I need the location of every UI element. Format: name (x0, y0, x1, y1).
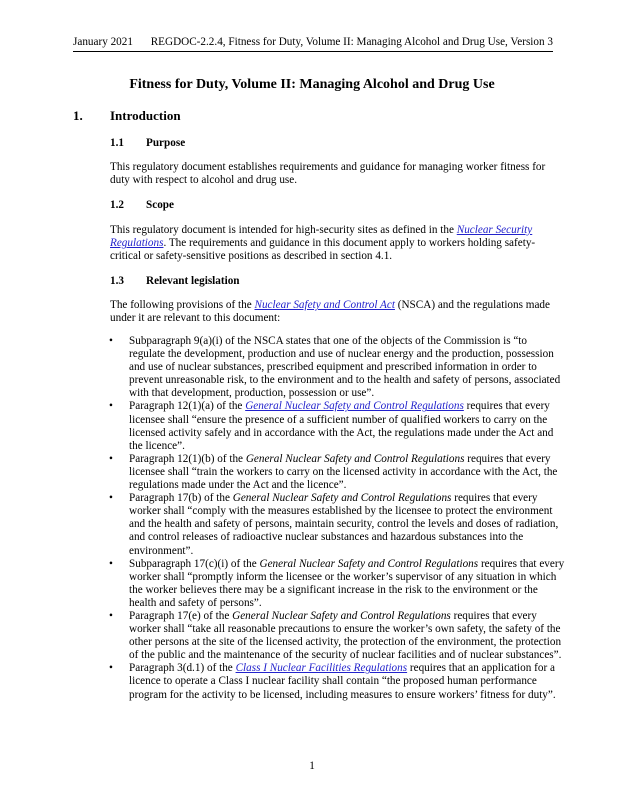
text: requires that every worker shall “comply with the measures established by the licensee to protect the environment and the health and safety of persons, maintain security, control the levels and doses of radiation, and control releases of radioactive nuclear substances and hazardous substances into the environment”. (129, 492, 559, 557)
header-date: January 2021 (73, 36, 133, 48)
text: The following provisions of the (110, 299, 255, 311)
legislation-list (110, 335, 565, 702)
list-item (110, 453, 565, 492)
text: This regulatory document is intended for high-security sites as defined in the (110, 224, 457, 236)
text: requires that an application for a licence to operate a Class I nuclear facility shall contain “the proposed human performance program for the activity to be licensed, including measures to ensure workers’ fitness for duty”. (129, 662, 556, 701)
text: Paragraph 12(1)(b) of the (129, 452, 246, 465)
list-item (110, 335, 565, 400)
list-item (110, 400, 565, 452)
section-title: Introduction (110, 108, 181, 123)
list-item (110, 492, 565, 557)
header-doc-ref: REGDOC-2.2.4, Fitness for Duty, Volume II: Managing Alcohol and Drug Use, Version 3 (150, 36, 553, 48)
regulation-title: General Nuclear Safety and Control Regulations (232, 492, 452, 505)
text: . The requirements and guidance in this document apply to workers holding safety-critical or safety-sensitive positions as described in section 4.1. (110, 237, 536, 263)
text: Paragraph 17(b) of the (129, 492, 233, 505)
document-title: Fitness for Duty, Volume II: Managing Alcohol and Drug Use (129, 77, 495, 92)
page-number: 1 (309, 760, 315, 772)
section-1-heading (73, 108, 181, 124)
text: Paragraph 17(e) of the (129, 609, 233, 622)
section-title: Scope (146, 199, 174, 211)
list-item (110, 610, 565, 662)
section-1-1-heading (110, 137, 185, 149)
list-item (110, 662, 565, 701)
nsca-link[interactable]: Nuclear Safety and Control Act (254, 299, 395, 311)
section-title: Relevant legislation (146, 275, 240, 287)
class-i-nuclear-facilities-regulations-link[interactable]: Class I Nuclear Facilities Regulations (235, 662, 408, 675)
text: requires that every worker shall “take all reasonable precautions to ensure the worker’s own safety, the safety of the other persons at the site of the licensed activity, the protection of the environment, the protection of the public and the maintenance of the security of nuclear facilities and of nuclear substances”. (129, 609, 562, 662)
text: requires that every licensee shall “train the workers to carry on the licensed activity in accordance with the Act, the regulations made under the Act and the licence”. (129, 452, 558, 492)
text: Subparagraph 17(c)(i) of the (129, 557, 260, 570)
page-header (73, 36, 553, 52)
text: Paragraph 12(1)(a) of the (129, 400, 246, 413)
list-item (110, 558, 565, 610)
regulation-title: General Nuclear Safety and Control Regulations (245, 452, 465, 465)
regulation-title: General Nuclear Safety and Control Regulations (232, 609, 451, 622)
gnscr-link[interactable]: General Nuclear Safety and Control Regulations (245, 400, 464, 413)
regulation-title: General Nuclear Safety and Control Regulations (259, 557, 479, 570)
nuclear-security-regulations-link[interactable]: Nuclear Security Regulations (110, 224, 533, 250)
text: (NSCA) and the regulations made under it are relevant to this document: (110, 299, 550, 325)
text: Paragraph 3(d.1) of the (129, 662, 236, 675)
scope-paragraph (110, 224, 560, 264)
legislation-intro (110, 299, 560, 325)
section-number: 1.2 (110, 199, 124, 211)
text: requires that every licensee shall “ensure the presence of a sufficient number of qualified workers to carry on the licensed activity safely and in accordance with the Act, the regulations made under the Act and the licence”. (129, 400, 554, 452)
purpose-paragraph: This regulatory document establishes requirements and guidance for managing worker fitness for duty with respect to alcohol and drug use. (110, 161, 546, 187)
text: Subparagraph 9(a)(i) of the NSCA states that one of the objects of the Commission is “to regulate the development, production and use of nuclear energy and the production, possession and use of nuclear substances, prescribed equipment and prescribed information in order to prevent unreasonable risk, to the environment and to the health and safety of persons, associated with that development, production, possession or use”. (129, 335, 561, 400)
text: requires that every worker shall “promptly inform the licensee or the worker’s supervisor of any situation in which the worker believes there may be a significant increase in the risk to the environment or the health and safety of persons”. (129, 557, 565, 609)
section-1-3-heading (110, 275, 240, 287)
section-number: 1. (73, 108, 83, 123)
section-number: 1.3 (110, 275, 124, 287)
section-1-2-heading (110, 199, 174, 211)
section-number: 1.1 (110, 137, 124, 149)
section-title: Purpose (146, 137, 186, 149)
